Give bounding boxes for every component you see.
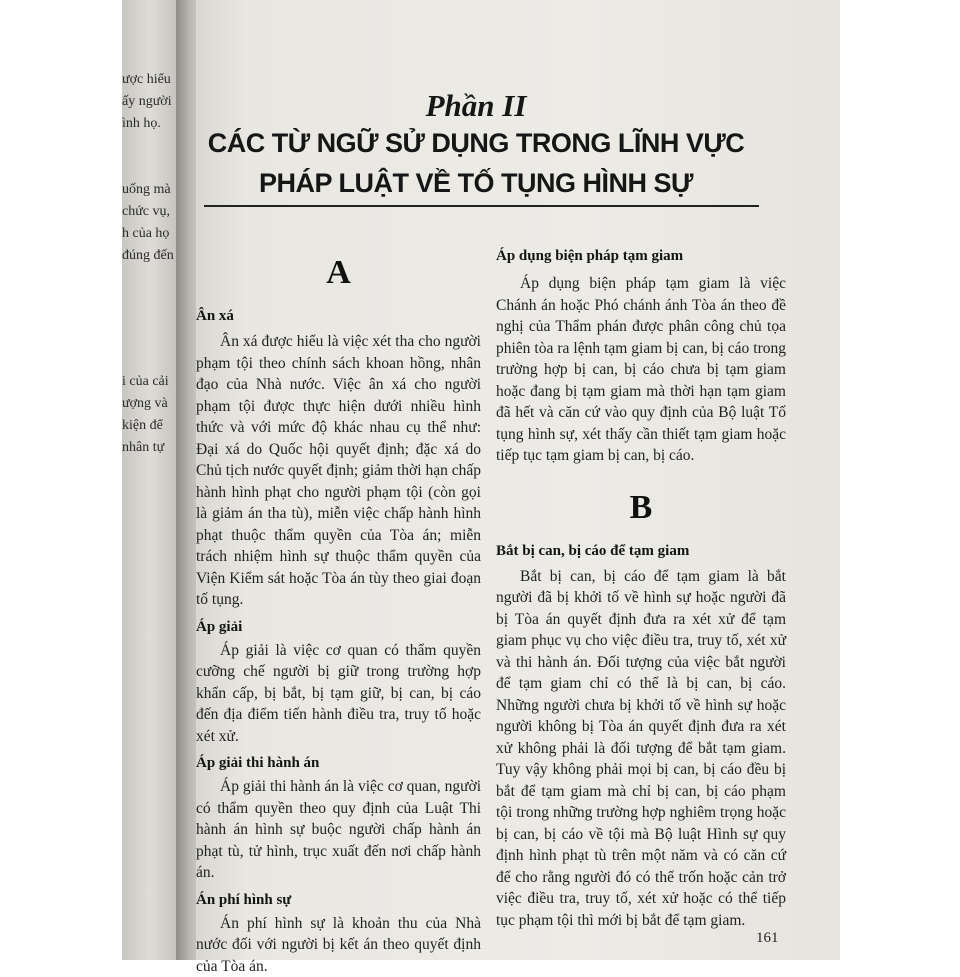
entry-term: Bắt bị can, bị cáo để tạm giam [496,543,786,560]
entry-term: Ân xá [196,308,481,325]
left-fragment: đúng đến [122,246,174,266]
page-number: 161 [756,930,779,947]
left-fragment: h của họ [122,224,169,244]
left-fragment: ượng và [122,394,168,414]
book-page [196,0,840,960]
title-rule [204,205,759,207]
left-fragment: ược hiểu [122,70,171,90]
entry-term: Án phí hình sự [196,892,481,909]
left-fragment: uống mà [122,180,171,200]
left-fragment: i của cải [122,372,169,392]
title-line-2: PHÁP LUẬT VỀ TỐ TỤNG HÌNH SỰ [196,168,756,199]
left-fragment: kiện để [122,416,163,436]
left-fragment: ình họ. [122,114,161,134]
entry-definition: Áp giải thi hành án là việc cơ quan, người có thẩm quyền theo quy định của Luật Thi hành án hình sự buộc người chấp hành án phạt tù, tử hình, trục xuất đến nơi chấp hành án. [196,776,481,884]
entry-term: Áp dụng biện pháp tạm giam [496,248,786,265]
entry-term: Áp giải [196,619,481,636]
right-column [496,240,786,931]
part-heading: Phần II [196,88,756,124]
entry-definition: Bắt bị can, bị cáo để tạm giam là bắt người đã bị khởi tố về hình sự hoặc người đã bị Tòa án quyết định đưa ra xét xử để tạm giam phục vụ cho việc điều tra, truy tố, xét xử và thi hành án. Đối tượng của việc bắt người để tạm giam chỉ có thể là bị can, bị cáo. Những người chưa bị khởi tố về hình sự hoặc người không bị Tòa án quyết định đưa ra xét xử không phải là đối tượng để bắt tạm giam. Tuy vậy không phải mọi bị can, bị cáo đều bị bắt để tạm giam mà chỉ bị can, bị cáo phạm tội trong những trường hợp nghiêm trọng hoặc bị can, bị cáo về tội mà Bộ luật Hình sự quy định hình phạt tù trên một năm và có căn cứ để cho rằng người đó có thể trốn hoặc cản trở việc điều tra, truy tố, xét xử hoặc có thể tiếp tục phạm tội thì mới bị bắt để tạm giam. [496,566,786,932]
left-fragment: chức vụ, [122,202,170,222]
entry-term: Áp giải thi hành án [196,755,481,772]
entry-definition: Áp dụng biện pháp tạm giam là việc Chánh án hoặc Phó chánh ánh Tòa án theo đề nghị của Thẩm phán được phân công chủ tọa phiên tòa ra lệnh tạm giam bị can, bị cáo trong trường hợp bị can, bị cáo chưa bị tạm giam hoặc đang bị tạm giam mà thời hạn tạm giam đã hết và căn cứ vào quy định của Bộ luật Tố tụng hình sự, xét thấy cần thiết tạm giam hoặc tiếp tục tạm giam bị can, bị cáo. [496,273,786,467]
background-right [840,0,960,960]
section-letter-a: A [196,254,481,292]
left-fragment: nhân tự [122,438,164,458]
left-column [196,240,481,977]
entry-definition: Án phí hình sự là khoản thu của Nhà nước đối với người bị kết án theo quyết định của Tòa án. [196,913,481,977]
left-fragment: ấy người [122,92,172,112]
section-letter-b: B [496,489,786,527]
entry-definition: Ân xá được hiểu là việc xét tha cho người phạm tội theo chính sách khoan hồng, nhân đạo của Nhà nước. Việc ân xá cho người phạm tội được thực hiện dưới nhiều hình thức và với mức độ khác nhau cụ thể như: Đại xá do Quốc hội quyết định; đặc xá do Chủ tịch nước quyết định; giảm thời hạn chấp hành hình phạt cho người phạm tội (còn gọi là giảm án tha tù), miễn việc chấp hành hình phạt thuộc thẩm quyền của Tòa án; miễn trách nhiệm hình sự thuộc thẩm quyền của Viện Kiểm sát hoặc Tòa án tùy theo giai đoạn tố tụng. [196,331,481,611]
title-line-1: CÁC TỪ NGỮ SỬ DỤNG TRONG LĨNH VỰC [196,128,756,159]
entry-definition: Áp giải là việc cơ quan có thẩm quyền cưỡng chế người bị giữ trong trường hợp khẩn cấp, bị bắt, bị tạm giữ, bị can, bị cáo đến địa điểm tiến hành điều tra, truy tố hoặc xét xử. [196,640,481,748]
left-page-edge [122,0,184,960]
